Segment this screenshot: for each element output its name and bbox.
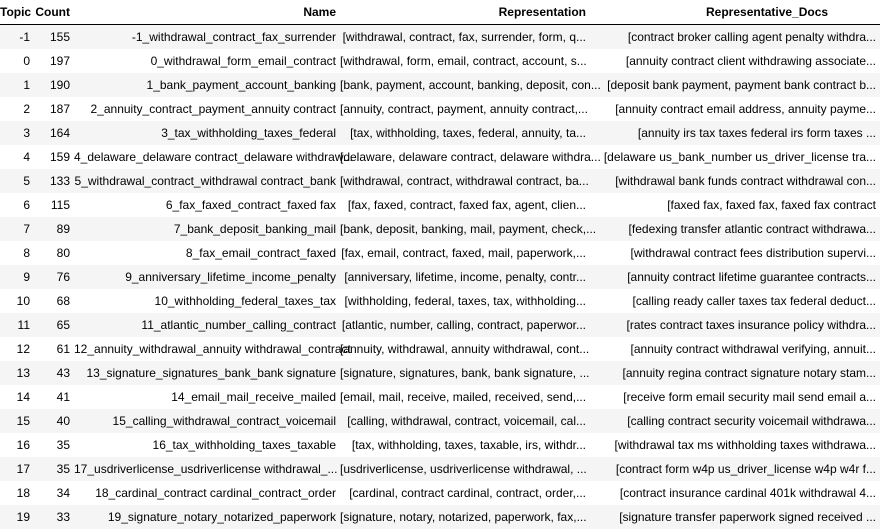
header-topic: Topic (0, 0, 34, 25)
cell-docs: [faxed fax, faxed fax, faxed fax contract (590, 193, 880, 217)
table-row (0, 457, 880, 481)
cell-docs: [withdrawal contract fees distribution supervi... (590, 241, 880, 265)
cell-name: 15_calling_withdrawal_contract_voicemail (74, 409, 340, 433)
cell-name: 10_withholding_federal_taxes_tax (74, 289, 340, 313)
cell-topic: 15 (0, 409, 34, 433)
header-count: Count (34, 0, 74, 25)
table-row (0, 193, 880, 217)
cell-rep: [signature, signatures, bank, bank signature, ... (340, 361, 590, 385)
cell-rep: [email, mail, receive, mailed, received, send,... (340, 385, 590, 409)
cell-topic: 7 (0, 217, 34, 241)
cell-topic: 13 (0, 361, 34, 385)
cell-rep: [annuity, contract, payment, annuity contract,... (340, 97, 590, 121)
cell-rep: [fax, email, contract, faxed, mail, paperwork,... (340, 241, 590, 265)
cell-count: 33 (34, 505, 74, 529)
cell-name: 5_withdrawal_contract_withdrawal contract_bank (74, 169, 340, 193)
cell-rep: [withdrawal, contract, fax, surrender, form, q... (340, 25, 590, 50)
table-row (0, 433, 880, 457)
cell-docs: [signature transfer paperwork signed received ... (590, 505, 880, 529)
cell-name: 14_email_mail_receive_mailed (74, 385, 340, 409)
table-row (0, 169, 880, 193)
cell-topic: 5 (0, 169, 34, 193)
table-row (0, 505, 880, 529)
cell-count: 80 (34, 241, 74, 265)
cell-topic: 16 (0, 433, 34, 457)
cell-topic: 11 (0, 313, 34, 337)
cell-docs: [calling ready caller taxes tax federal deduct... (590, 289, 880, 313)
cell-count: 115 (34, 193, 74, 217)
table-body (0, 25, 880, 529)
table-row (0, 337, 880, 361)
cell-topic: 4 (0, 145, 34, 169)
cell-count: 155 (34, 25, 74, 50)
cell-name: 11_atlantic_number_calling_contract (74, 313, 340, 337)
cell-topic: 12 (0, 337, 34, 361)
cell-rep: [tax, withholding, taxes, taxable, irs, withdr... (340, 433, 590, 457)
cell-count: 43 (34, 361, 74, 385)
cell-count: 164 (34, 121, 74, 145)
cell-docs: [annuity contract client withdrawing associate... (590, 49, 880, 73)
header-name: Name (74, 0, 340, 25)
cell-name: 3_tax_withholding_taxes_federal (74, 121, 340, 145)
cell-rep: [atlantic, number, calling, contract, paperwor... (340, 313, 590, 337)
cell-count: 34 (34, 481, 74, 505)
cell-rep: [usdriverlicense, usdriverlicense withdrawal, ... (340, 457, 590, 481)
cell-count: 35 (34, 433, 74, 457)
cell-name: 7_bank_deposit_banking_mail (74, 217, 340, 241)
cell-docs: [withdrawal bank funds contract withdrawal con... (590, 169, 880, 193)
cell-topic: 18 (0, 481, 34, 505)
table-row (0, 313, 880, 337)
cell-docs: [annuity contract email address, annuity payme... (590, 97, 880, 121)
cell-count: 197 (34, 49, 74, 73)
cell-topic: 9 (0, 265, 34, 289)
table-row (0, 25, 880, 50)
cell-count: 65 (34, 313, 74, 337)
header-representation: Representation (340, 0, 590, 25)
cell-rep: [anniversary, lifetime, income, penalty, contr... (340, 265, 590, 289)
table-row (0, 217, 880, 241)
cell-rep: [fax, faxed, contract, faxed fax, agent, clien... (340, 193, 590, 217)
cell-docs: [receive form email security mail send email a... (590, 385, 880, 409)
cell-count: 159 (34, 145, 74, 169)
cell-count: 68 (34, 289, 74, 313)
cell-rep: [signature, notary, notarized, paperwork, fax,... (340, 505, 590, 529)
cell-docs: [deposit bank payment, payment bank contract b... (590, 73, 880, 97)
table-row (0, 385, 880, 409)
table-row (0, 121, 880, 145)
cell-name: 8_fax_email_contract_faxed (74, 241, 340, 265)
cell-topic: 17 (0, 457, 34, 481)
cell-docs: [contract form w4p us_driver_license w4p w4r f... (590, 457, 880, 481)
header-representative-docs: Representative_Docs (590, 0, 880, 25)
table-row (0, 409, 880, 433)
table-row (0, 241, 880, 265)
cell-docs: [annuity regina contract signature notary stam... (590, 361, 880, 385)
cell-rep: [tax, withholding, taxes, federal, annuity, ta... (340, 121, 590, 145)
cell-name: 2_annuity_contract_payment_annuity contract (74, 97, 340, 121)
cell-name: 12_annuity_withdrawal_annuity withdrawal_contract (74, 337, 340, 361)
cell-topic: 2 (0, 97, 34, 121)
cell-rep: [calling, withdrawal, contract, voicemail, cal... (340, 409, 590, 433)
cell-count: 187 (34, 97, 74, 121)
cell-topic: 3 (0, 121, 34, 145)
cell-docs: [calling contract security voicemail withdrawa... (590, 409, 880, 433)
cell-count: 35 (34, 457, 74, 481)
cell-topic: 8 (0, 241, 34, 265)
cell-rep: [delaware, delaware contract, delaware withdra... (340, 145, 590, 169)
cell-rep: [cardinal, contract cardinal, contract, order,... (340, 481, 590, 505)
cell-name: 4_delaware_delaware contract_delaware withdraw... (74, 145, 340, 169)
table-row (0, 49, 880, 73)
cell-count: 89 (34, 217, 74, 241)
cell-count: 76 (34, 265, 74, 289)
table-row (0, 97, 880, 121)
cell-docs: [withdrawal tax ms withholding taxes withdrawa... (590, 433, 880, 457)
cell-docs: [contract broker calling agent penalty withdra... (590, 25, 880, 50)
cell-docs: [annuity contract lifetime guarantee contracts... (590, 265, 880, 289)
cell-topic: -1 (0, 25, 34, 50)
table-row (0, 265, 880, 289)
cell-count: 61 (34, 337, 74, 361)
cell-topic: 19 (0, 505, 34, 529)
cell-rep: [bank, deposit, banking, mail, payment, check,... (340, 217, 590, 241)
cell-count: 41 (34, 385, 74, 409)
cell-count: 40 (34, 409, 74, 433)
cell-name: 16_tax_withholding_taxes_taxable (74, 433, 340, 457)
cell-docs: [contract insurance cardinal 401k withdrawal 4... (590, 481, 880, 505)
cell-rep: [annuity, withdrawal, annuity withdrawal, cont... (340, 337, 590, 361)
cell-name: 1_bank_payment_account_banking (74, 73, 340, 97)
table-row (0, 289, 880, 313)
cell-name: 18_cardinal_contract cardinal_contract_order (74, 481, 340, 505)
cell-name: -1_withdrawal_contract_fax_surrender (74, 25, 340, 50)
table-row (0, 481, 880, 505)
table-row (0, 145, 880, 169)
header-row (0, 0, 880, 25)
cell-name: 13_signature_signatures_bank_bank signature (74, 361, 340, 385)
cell-topic: 10 (0, 289, 34, 313)
cell-name: 6_fax_faxed_contract_faxed fax (74, 193, 340, 217)
cell-count: 133 (34, 169, 74, 193)
cell-count: 190 (34, 73, 74, 97)
cell-rep: [withholding, federal, taxes, tax, withholding... (340, 289, 590, 313)
cell-docs: [rates contract taxes insurance policy withdra... (590, 313, 880, 337)
cell-docs: [annuity contract withdrawal verifying, annuit... (590, 337, 880, 361)
cell-name: 0_withdrawal_form_email_contract (74, 49, 340, 73)
cell-docs: [fedexing transfer atlantic contract withdrawa... (590, 217, 880, 241)
cell-topic: 0 (0, 49, 34, 73)
table-row (0, 73, 880, 97)
cell-rep: [withdrawal, contract, withdrawal contract, ba... (340, 169, 590, 193)
cell-rep: [bank, payment, account, banking, deposit, con... (340, 73, 590, 97)
cell-name: 19_signature_notary_notarized_paperwork (74, 505, 340, 529)
cell-topic: 14 (0, 385, 34, 409)
cell-topic: 1 (0, 73, 34, 97)
table-row (0, 361, 880, 385)
cell-docs: [annuity irs tax taxes federal irs form taxes ... (590, 121, 880, 145)
cell-rep: [withdrawal, form, email, contract, account, s... (340, 49, 590, 73)
cell-topic: 6 (0, 193, 34, 217)
cell-name: 17_usdriverlicense_usdriverlicense withdrawal_... (74, 457, 340, 481)
cell-name: 9_anniversary_lifetime_income_penalty (74, 265, 340, 289)
cell-docs: [delaware us_bank_number us_driver_license tra... (590, 145, 880, 169)
